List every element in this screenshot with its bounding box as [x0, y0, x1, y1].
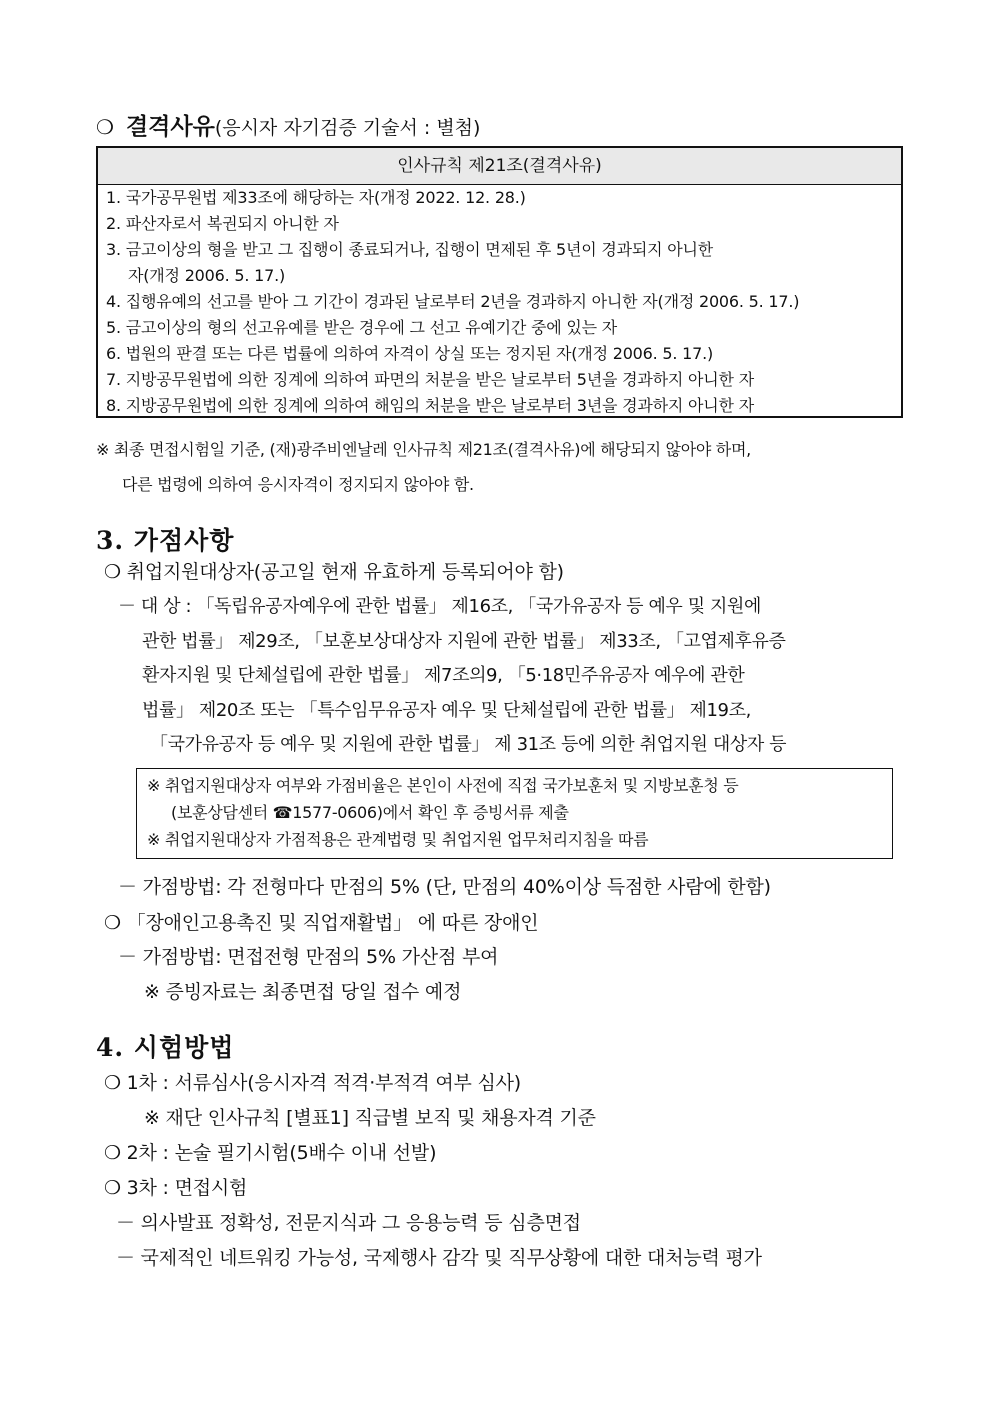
section4-heading: 4. 시험방법	[96, 1033, 235, 1062]
section3-method2: － 가점방법: 면접전형 만점의 5% 가산점 부여	[118, 946, 499, 968]
disqualification-title: 결격사유	[125, 113, 215, 140]
rule-item: 7. 지방공무원법에 의한 징계에 의하여 파면의 처분을 받은 날로부터 5년을 경과하지 아니한 자	[106, 370, 754, 389]
rule-item: 6. 법원의 판결 또는 다른 법률에 의하여 자격이 상실 또는 정지된 자(개정 2006. 5. 17.)	[106, 344, 714, 363]
disqualification-heading	[96, 108, 480, 141]
target-line: 「국가유공자 등 예우 및 지원에 관한 법률」 제 31조 등에 의한 취업지원 대상자 등	[150, 734, 787, 755]
bullet-circle-icon: ❍	[96, 115, 114, 139]
section3-item1: ❍ 취업지원대상자(공고일 현재 유효하게 등록되어야 함)	[104, 561, 564, 583]
rule-table-header: 인사규칙 제21조(결격사유)	[98, 148, 901, 185]
section4-step1: ❍ 1차 : 서류심사(응시자격 적격·부적격 여부 심사)	[104, 1072, 521, 1094]
disqualification-note-line2: 다른 법령에 의하여 응시자격이 정지되지 않아야 함.	[122, 475, 474, 494]
rule-item: 1. 국가공무원법 제33조에 해당하는 자(개정 2022. 12. 28.)	[106, 188, 526, 207]
section4-step3-item: － 국제적인 네트워킹 가능성, 국제행사 감각 및 직무상황에 대한 대처능력 평가	[116, 1247, 762, 1269]
confirmation-note-box	[136, 768, 893, 859]
disqualification-subtitle: (응시자 자기검증 기술서 : 별첨)	[214, 117, 481, 139]
box-note-line: ※ 취업지원대상자 가점적용은 관계법령 및 취업지원 업무처리지침을 따름	[147, 830, 649, 849]
target-line: － 대 상 : 「독립유공자예우에 관한 법률」 제16조, 「국가유공자 등 예우 및 지원에	[118, 596, 762, 617]
section3-note2: ※ 증빙자료는 최종면접 당일 접수 예정	[144, 981, 462, 1003]
section4-step3: ❍ 3차 : 면접시험	[104, 1177, 248, 1199]
rule-item: 5. 금고이상의 형의 선고유예를 받은 경우에 그 선고 유예기간 중에 있는 자	[106, 318, 618, 337]
section4-step1-note: ※ 재단 인사규칙 [별표1] 직급별 보직 및 채용자격 기준	[144, 1107, 596, 1129]
rule-item: 2. 파산자로서 복권되지 아니한 자	[106, 214, 339, 233]
rule-table-items	[98, 185, 901, 419]
section4-step2: ❍ 2차 : 논술 필기시험(5배수 이내 선발)	[104, 1142, 437, 1164]
rule-item: 3. 금고이상의 형을 받고 그 집행이 종료되거나, 집행이 면제된 후 5년이 경과되지 아니한	[106, 240, 714, 259]
disqualification-note-line1: ※ 최종 면접시험일 기준, (재)광주비엔날레 인사규칙 제21조(결격사유)에 해당되지 않아야 하며,	[96, 440, 751, 459]
section4-step3-item: － 의사발표 정확성, 전문지식과 그 응용능력 등 심층면접	[116, 1212, 581, 1234]
section3-heading: 3. 가점사항	[96, 526, 235, 555]
target-line: 관한 법률」 제29조, 「보훈보상대상자 지원에 관한 법률」 제33조, 「고엽제후유증	[142, 631, 786, 652]
rule-item-continuation: 자(개정 2006. 5. 17.)	[128, 266, 286, 285]
section3-item2: ❍ 「장애인고용촉진 및 직업재활법」 에 따른 장애인	[104, 912, 539, 934]
target-line: 법률」 제20조 또는 「특수임무유공자 예우 및 단체설립에 관한 법률」 제19조,	[142, 700, 751, 721]
box-note-line: (보훈상담센터 ☎1577-0606)에서 확인 후 증빙서류 제출	[171, 803, 569, 822]
box-note-line: ※ 취업지원대상자 여부와 가점비율은 본인이 사전에 직접 국가보훈처 및 지방보훈청 등	[147, 776, 739, 795]
section3-method1: － 가점방법: 각 전형마다 만점의 5% (단, 만점의 40%이상 득점한 사람에 한함)	[118, 876, 771, 898]
disqualification-rule-table	[96, 146, 903, 418]
rule-item: 8. 지방공무원법에 의한 징계에 의하여 해임의 처분을 받은 날로부터 3년을 경과하지 아니한 자	[106, 396, 754, 415]
target-line: 환자지원 및 단체설립에 관한 법률」 제7조의9, 「5·18민주유공자 예우에 관한	[142, 665, 745, 686]
rule-item: 4. 집행유예의 선고를 받아 그 기간이 경과된 날로부터 2년을 경과하지 아니한 자(개정 2006. 5. 17.)	[106, 292, 800, 311]
